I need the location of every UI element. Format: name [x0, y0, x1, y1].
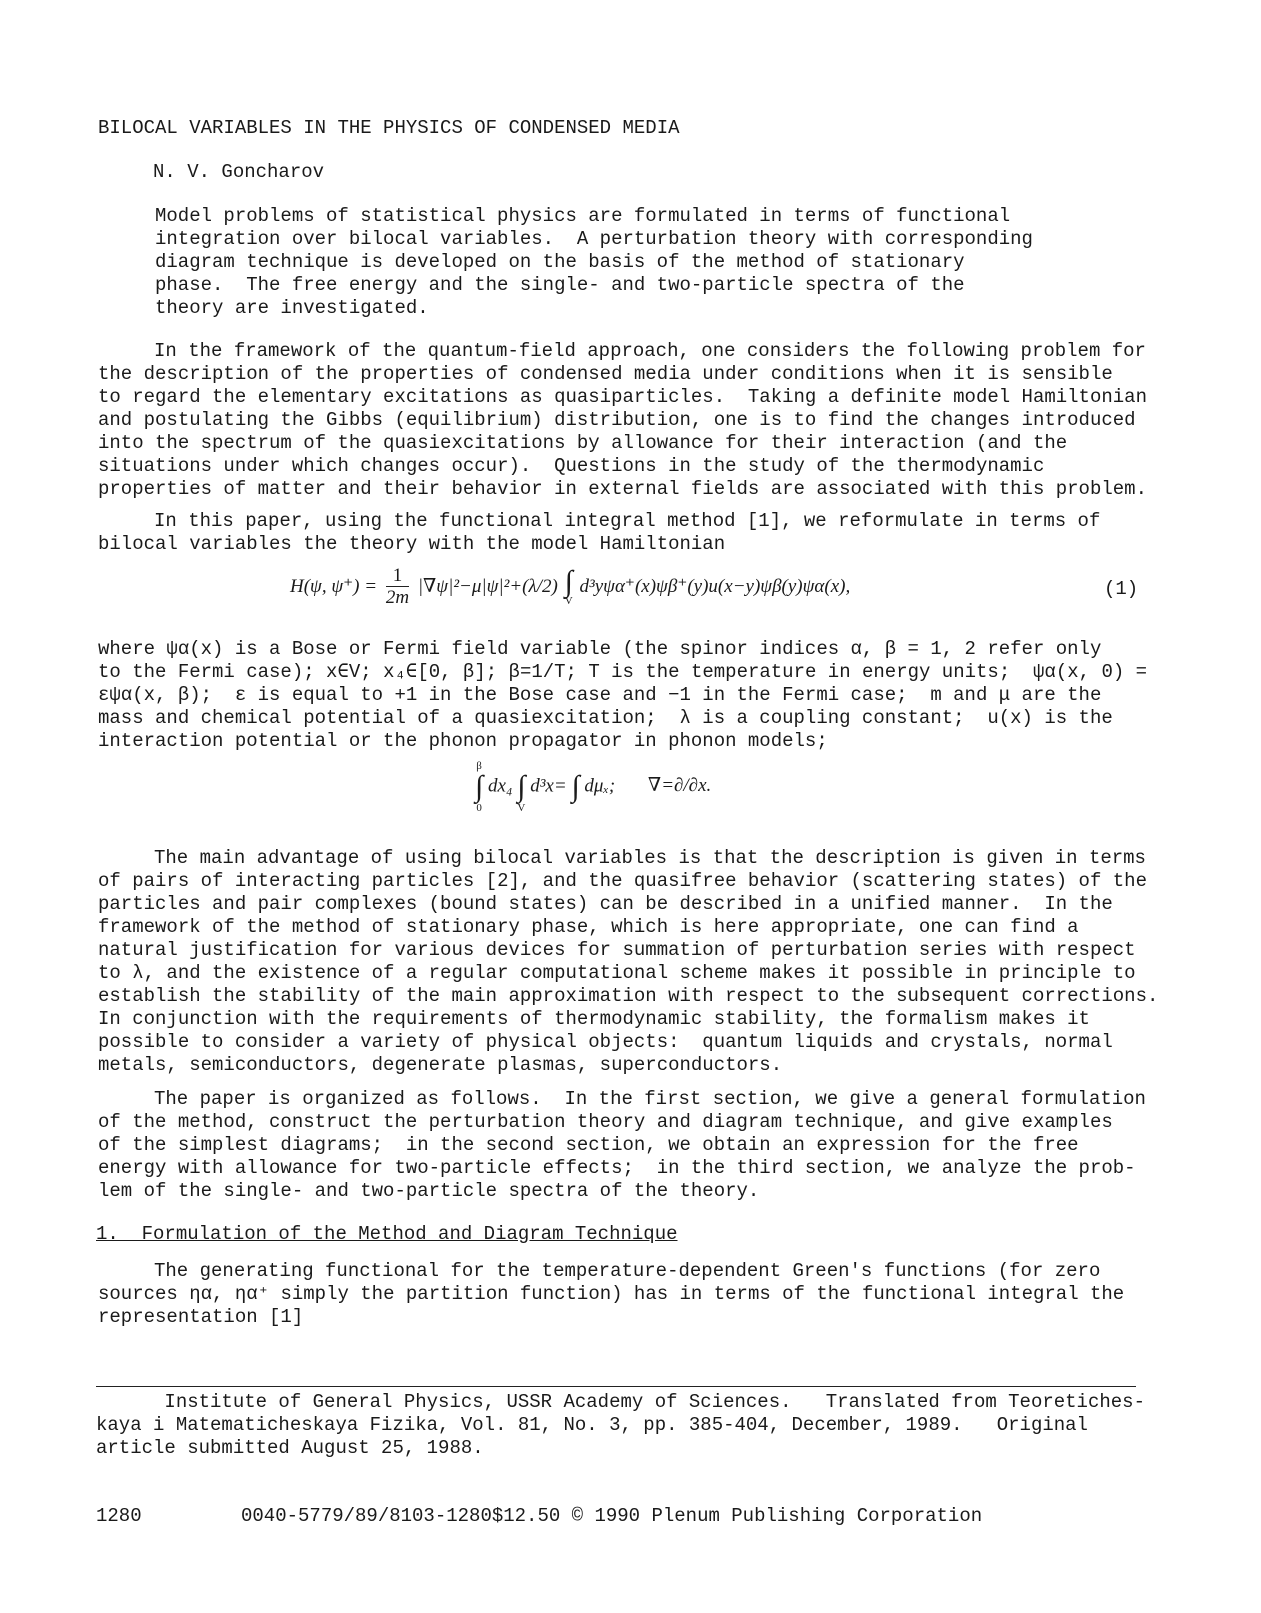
- paragraph-line: situations under which changes occur). Questions in the study of the thermodynamic: [98, 455, 1045, 477]
- paragraph-line: In this paper, using the functional integral method [1], we reformulate in terms of: [154, 510, 1101, 532]
- paragraph-line: possible to consider a variety of physical objects: quantum liquids and crystals, normal: [98, 1031, 1113, 1053]
- where-paragraph: [98, 638, 1148, 753]
- paragraph-line: of pairs of interacting particles [2], and the quasifree behavior (scattering states) of the: [98, 870, 1147, 892]
- paragraph-line: framework of the method of stationary phase, which is here appropriate, one can find a: [98, 916, 1079, 938]
- equation-2: [475, 760, 711, 814]
- footnote-divider: [96, 1386, 1136, 1387]
- paragraph-line: to the Fermi case); x∈V; x₄∈[0, β]; β=1/T; T is the temperature in energy units; ψα(x, 0) =: [98, 661, 1148, 683]
- abstract-line: theory are investigated.: [155, 297, 429, 319]
- paragraph-line: to regard the elementary excitations as quasiparticles. Taking a definite model Hamiltonian: [98, 386, 1147, 408]
- integral-upper-limit: β: [476, 760, 482, 772]
- page-number: 1280: [96, 1505, 142, 1527]
- paragraph-line: lem of the single- and two-particle spectra of the theory.: [98, 1180, 760, 1202]
- paragraph-line: properties of matter and their behavior in external fields are associated with this problem.: [98, 478, 1147, 500]
- paragraph-line: the description of the properties of condensed media under conditions when it is sensible: [98, 363, 1113, 385]
- integral-sign: ∫ V: [564, 564, 573, 607]
- equation-term: dμₓ;: [584, 775, 616, 797]
- footnote-line: Institute of General Physics, USSR Academy of Sciences. Translated from Teoretiches-: [96, 1391, 1145, 1413]
- paragraph-line: sources ηα, ηα⁺ simply the partition function) has in terms of the functional integral the: [98, 1283, 1125, 1305]
- paragraph-line: particles and pair complexes (bound states) can be described in a unified manner. In the: [98, 893, 1113, 915]
- footnote: [96, 1391, 1145, 1460]
- abstract-line: Model problems of statistical physics are formulated in terms of functional: [155, 205, 1011, 227]
- method-paragraph: [98, 510, 1138, 556]
- paragraph-line: to λ, and the existence of a regular computational scheme makes it possible in principle to: [98, 962, 1136, 984]
- paragraph-line: mass and chemical potential of a quasiexcitation; λ is a coupling constant; u(x) is the: [98, 707, 1113, 729]
- equation-term: d³x=: [530, 775, 567, 797]
- paragraph-line: establish the stability of the main approximation with respect to the subsequent corrections.: [98, 985, 1159, 1007]
- paragraph-line: where ψα(x) is a Bose or Fermi field variable (the spinor indices α, β = 1, 2 refer only: [98, 638, 1102, 660]
- abstract: [155, 205, 1035, 320]
- abstract-line: phase. The free energy and the single- and two-particle spectra of the: [155, 274, 965, 296]
- footnote-line: article submitted August 25, 1988.: [96, 1437, 484, 1459]
- integral-sign: β ∫ 0: [475, 760, 484, 814]
- section1-paragraph: [98, 1260, 1138, 1329]
- paragraph-line: bilocal variables the theory with the model Hamiltonian: [98, 533, 726, 555]
- paragraph-line: and postulating the Gibbs (equilibrium) distribution, one is to find the changes introduced: [98, 409, 1136, 431]
- paragraph-line: In conjunction with the requirements of thermodynamic stability, the formalism makes it: [98, 1008, 1090, 1030]
- equation-1: [290, 566, 850, 609]
- paragraph-line: In the framework of the quantum-field approach, one considers the following problem for: [154, 340, 1146, 362]
- paragraph-line: metals, semiconductors, degenerate plasmas, superconductors.: [98, 1054, 783, 1076]
- equation-term: dx₄: [487, 775, 513, 797]
- equation-term: ∇=∂/∂x.: [647, 775, 712, 797]
- paragraph-line: εψα(x, β); ε is equal to +1 in the Bose case and −1 in the Fermi case; m and μ are the: [98, 684, 1102, 706]
- copyright-line: 0040-5779/89/8103-1280$12.50 © 1990 Plenum Publishing Corporation: [241, 1505, 983, 1527]
- equation-fraction: [386, 566, 409, 609]
- integral-lower-limit: 0: [476, 802, 482, 814]
- equation-number: (1): [1104, 578, 1139, 600]
- fraction-numerator: 1: [386, 566, 409, 587]
- paragraph-line: representation [1]: [98, 1306, 304, 1328]
- paragraph-line: of the simplest diagrams; in the second section, we obtain an expression for the free: [98, 1134, 1079, 1156]
- paragraph-line: The paper is organized as follows. In the first section, we give a general formulation: [154, 1088, 1146, 1110]
- organization-paragraph: [98, 1088, 1146, 1203]
- section-heading: 1. Formulation of the Method and Diagram Technique: [96, 1223, 678, 1245]
- author-name: N. V. Goncharov: [153, 161, 325, 183]
- integral-lower-limit: V: [517, 802, 526, 814]
- fraction-denominator: 2m: [385, 587, 410, 608]
- intro-paragraph: [98, 340, 1147, 501]
- equation-rhs: |∇ψ|²−μ|ψ|²+(λ/2): [417, 575, 558, 597]
- equation-lhs: H(ψ, ψ⁺) =: [290, 575, 378, 597]
- integral-limit: V: [564, 594, 573, 607]
- paragraph-line: The generating functional for the temperature-dependent Green's functions (for zero: [154, 1260, 1101, 1282]
- paragraph-line: energy with allowance for two-particle effects; in the third section, we analyze the prob-: [98, 1157, 1136, 1179]
- integral-sign: ∫ V: [517, 770, 526, 814]
- advantage-paragraph: [98, 847, 1159, 1077]
- paragraph-line: of the method, construct the perturbation theory and diagram technique, and give examples: [98, 1111, 1113, 1133]
- abstract-line: diagram technique is developed on the basis of the method of stationary: [155, 251, 965, 273]
- paragraph-line: The main advantage of using bilocal variables is that the description is given in terms: [154, 847, 1146, 869]
- integral-sign: ∫: [571, 770, 580, 803]
- paragraph-line: natural justification for various devices for summation of perturbation series with respect: [98, 939, 1136, 961]
- abstract-line: integration over bilocal variables. A perturbation theory with corresponding: [155, 228, 1033, 250]
- equation-integrand: d³yψα⁺(x)ψβ⁺(y)u(x−y)ψβ(y)ψα(x),: [579, 575, 851, 597]
- paragraph-line: interaction potential or the phonon propagator in phonon models;: [98, 730, 828, 752]
- article-title: BILOCAL VARIABLES IN THE PHYSICS OF CONDENSED MEDIA: [98, 117, 680, 139]
- paragraph-line: into the spectrum of the quasiexcitations by allowance for their interaction (and the: [98, 432, 1068, 454]
- footnote-line: kaya i Matematicheskaya Fizika, Vol. 81, No. 3, pp. 385-404, December, 1989. Original: [96, 1414, 1088, 1436]
